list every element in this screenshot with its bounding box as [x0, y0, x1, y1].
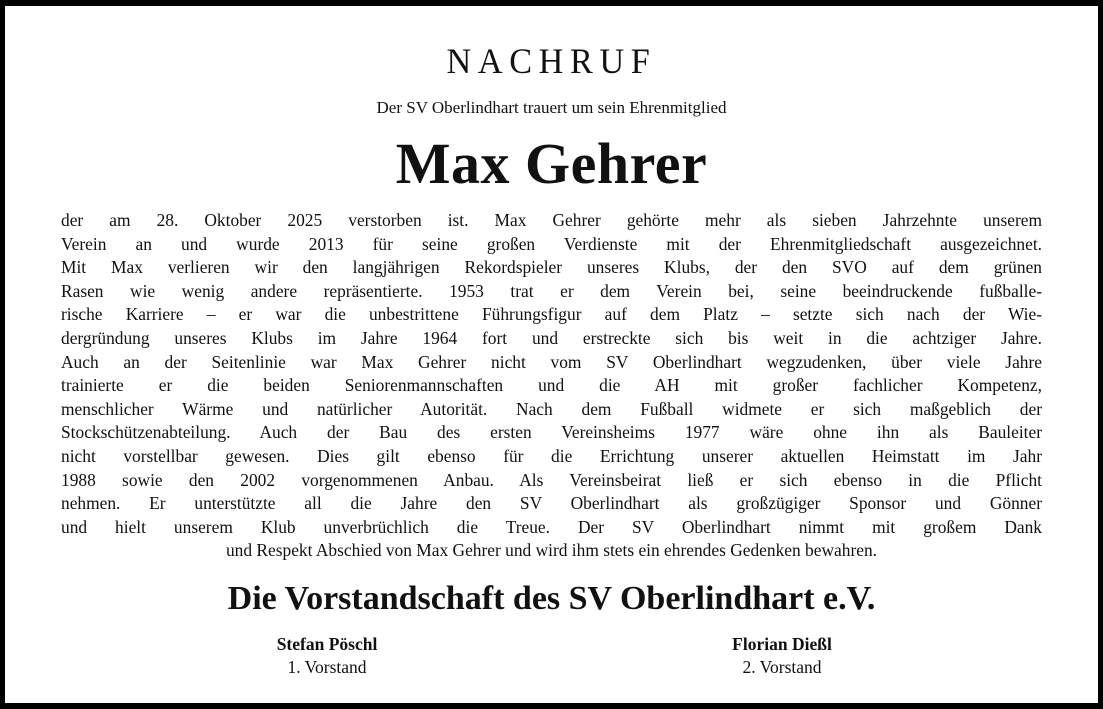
- body-line: Mit Max verlieren wir den langjährigen Rekordspieler unseres Klubs, der den SVO auf dem grünen: [61, 257, 1042, 278]
- body-line: Stockschützenabteilung. Auch der Bau des ersten Vereinsheims 1977 wäre ohne ihn als Bauleiter: [61, 422, 1042, 443]
- obituary-body: [61, 209, 1042, 563]
- signature-title: Die Vorstandschaft des SV Oberlindhart e.V.: [227, 580, 876, 617]
- signer-role: 1. Vorstand: [287, 657, 367, 677]
- body-line: menschlicher Wärme und natürlicher Autorität. Nach dem Fußball widmete er sich maßgeblich der: [61, 398, 1042, 419]
- body-line: nehmen. Er unterstützte all die Jahre den SV Oberlindhart als großzügiger Sponsor und Gönner: [61, 493, 1042, 514]
- signer-first-chair: [177, 633, 477, 679]
- body-line: Auch an der Seitenlinie war Max Gehrer nicht vom SV Oberlindhart wegzudenken, über viele Jahre: [61, 351, 1042, 372]
- deceased-name: Max Gehrer: [395, 131, 708, 196]
- signer-second-chair: [632, 633, 932, 679]
- signer-role: 2. Vorstand: [742, 657, 822, 677]
- body-line: der am 28. Oktober 2025 verstorben ist. Max Gehrer gehörte mehr als sieben Jahrzehnte unserem: [61, 210, 1042, 230]
- body-line: 1988 sowie den 2002 vorgenommenen Anbau. Als Vereinsbeirat ließ er sich ebenso in die Pflicht: [61, 469, 1042, 490]
- notice-subline: Der SV Oberlindhart trauert um sein Ehrenmitglied: [376, 98, 727, 117]
- body-line: trainierte er die beiden Seniorenmannschaften und die AH mit großer fachlicher Kompetenz,: [61, 375, 1042, 396]
- body-line: dergründung unseres Klubs im Jahre 1964 fort und erstreckte sich bis weit in die achtziger Jahre.: [61, 327, 1042, 348]
- notice-heading: NACHRUF: [446, 41, 657, 81]
- body-line: rische Karriere – er war die unbestrittene Führungsfigur auf dem Platz – setzte sich nach der Wie-: [61, 304, 1042, 325]
- body-line: Verein an und wurde 2013 für seine großen Verdienste mit der Ehrenmitgliedschaft ausgezeichnet.: [61, 233, 1042, 254]
- body-line: nicht vorstellbar gewesen. Dies gilt ebenso für die Errichtung unserer aktuellen Heimstatt im Jahr: [61, 445, 1042, 466]
- signer-name: Stefan Pöschl: [276, 634, 378, 654]
- signer-name: Florian Dießl: [732, 634, 832, 654]
- body-line-final: und Respekt Abschied von Max Gehrer und wird ihm stets ein ehrendes Gedenken bewahren.: [225, 540, 877, 561]
- body-line: Rasen wie wenig andere repräsentierte. 1953 trat er dem Verein bei, seine beeindruckende fußballe-: [61, 280, 1042, 301]
- body-line: und hielt unserem Klub unverbrüchlich die Treue. Der SV Oberlindhart nimmt mit großem Dank: [61, 516, 1042, 537]
